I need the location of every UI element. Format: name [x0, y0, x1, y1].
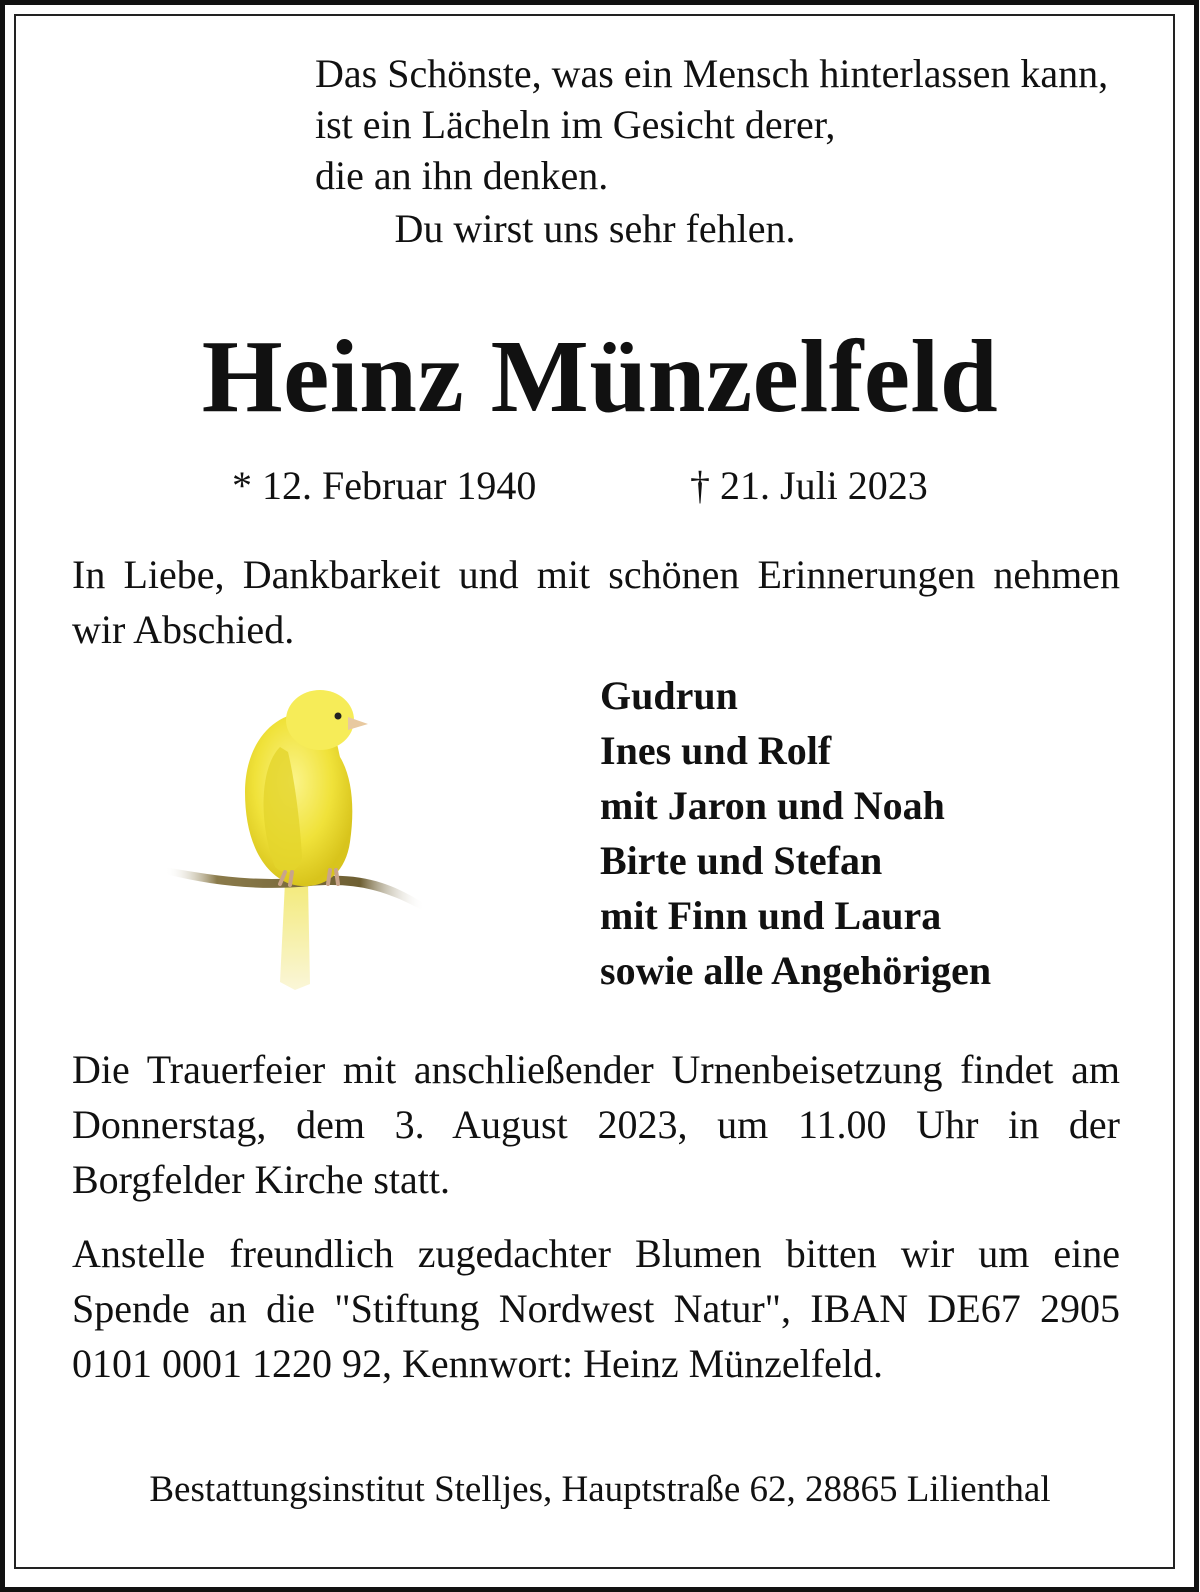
- farewell-line-wrap: [0, 204, 1200, 254]
- mourner-line: Gudrun: [600, 673, 738, 718]
- mourner-line: mit Finn und Laura: [600, 893, 942, 938]
- mourner-line: Ines und Rolf: [600, 728, 832, 773]
- funeral-home-line: Bestattungsinstitut Stelljes, Hauptstraße 62, 28865 Lilienthal: [149, 1469, 1051, 1510]
- quote-line-2: ist ein Lächeln im Gesicht derer,: [315, 102, 836, 147]
- birth-date: * 12. Februar 1940: [232, 463, 537, 508]
- quote-line-3: die an ihn denken.: [315, 153, 609, 198]
- deceased-name: Heinz Münzelfeld: [201, 319, 999, 434]
- mourner-line: sowie alle Angehörigen: [600, 948, 992, 993]
- canary-bird-image: [160, 672, 430, 1002]
- mourner-line: mit Jaron und Noah: [600, 783, 945, 828]
- death-date: † 21. Juli 2023: [690, 463, 928, 508]
- quote-line-1: Das Schönste, was ein Mensch hinterlassen kann,: [315, 51, 1109, 96]
- tail-shape: [280, 882, 310, 990]
- memorial-quote: [315, 48, 1135, 201]
- donation-text: Anstelle freundlich zugedachter Blumen bitten wir um eine Spende an die "Stiftung Nordwest Natur", IBAN DE67 2905 0101 0001 1220 92, Kennwort: Heinz Münzelfeld.: [72, 1231, 1120, 1386]
- intro-text: In Liebe, Dankbarkeit und mit schönen Erinnerungen nehmen wir Abschied.: [72, 552, 1120, 652]
- ceremony-text: Die Trauerfeier mit anschließender Urnenbeisetzung findet am Donnerstag, dem 3. August 2023, um 11.00 Uhr in der Borgfelder Kirche statt.: [72, 1047, 1120, 1202]
- farewell-line: Du wirst uns sehr fehlen.: [394, 206, 796, 251]
- mourner-line: Birte und Stefan: [600, 838, 883, 883]
- mourners-list: [600, 668, 991, 998]
